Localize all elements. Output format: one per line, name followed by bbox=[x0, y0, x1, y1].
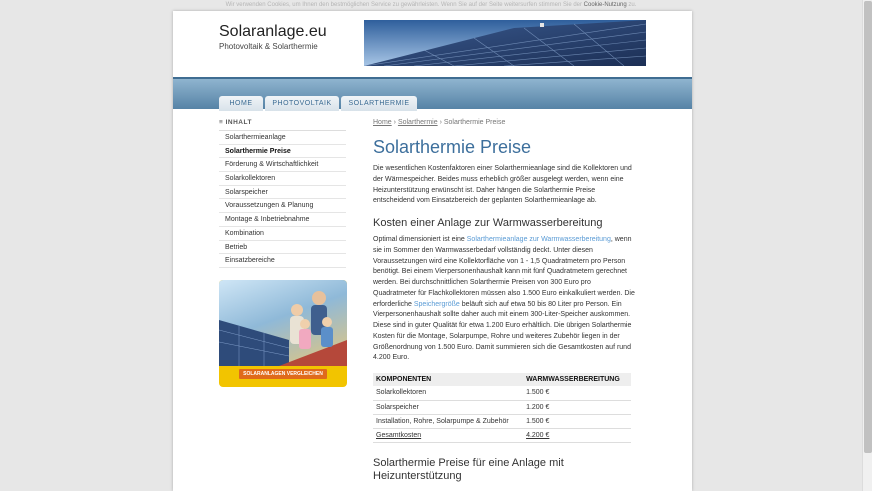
site-title[interactable]: Solaranlage.eu bbox=[219, 23, 327, 40]
breadcrumb-solarthermie[interactable]: Solarthermie bbox=[397, 119, 438, 126]
scrollbar[interactable] bbox=[862, 0, 872, 491]
warmwasser-paragraph bbox=[373, 235, 635, 364]
breadcrumb-current: Solarthermie Preise bbox=[443, 119, 506, 126]
breadcrumb-home[interactable]: Home bbox=[373, 119, 392, 126]
cookie-suffix: zu. bbox=[628, 2, 637, 8]
sidebar-item-betrieb[interactable]: Betrieb bbox=[219, 241, 346, 255]
sidebar-item-solarthermieanlage[interactable]: Solarthermieanlage bbox=[219, 131, 346, 145]
sidebar-item-solarspeicher[interactable]: Solarspeicher bbox=[219, 186, 346, 200]
sidebar-heading bbox=[219, 119, 346, 131]
table-row bbox=[373, 386, 631, 400]
intro-paragraph: Die wesentlichen Kostenfaktoren einer Solarthermieanlage sind die Kollektoren und der Wärmespeicher. Beides muss erheblich größer ausgelegt werden, wenn eine Heizunterstützung erwünscht ist. Daher hängen die Solarthermie Preise entscheidend vom Einsatzbereich der geplanten Solarthermieanlage ab. bbox=[373, 165, 632, 205]
table-header-row bbox=[373, 373, 631, 386]
section-heading-warmwasser: Kosten einer Anlage zur Warmwasserbereitung bbox=[373, 217, 603, 229]
paragraph-text: Optimal dimensioniert ist eine bbox=[373, 236, 467, 243]
cookie-notice bbox=[0, 0, 862, 11]
link-speichergroesse[interactable]: Speichergröße bbox=[413, 300, 460, 308]
scrollbar-thumb[interactable] bbox=[864, 1, 872, 453]
sidebar-item-montage[interactable]: Montage & Inbetriebnahme bbox=[219, 213, 346, 227]
link-solarthermieanlage-warmwasser[interactable]: Solarthermieanlage zur Warmwasserbereitung bbox=[466, 236, 611, 243]
page-title: Solarthermie Preise bbox=[373, 137, 532, 157]
family-solar-image bbox=[219, 280, 347, 366]
tab-home[interactable]: HOME bbox=[219, 96, 263, 111]
sidebar bbox=[219, 119, 346, 268]
main-navigation bbox=[173, 77, 692, 109]
header-banner-image bbox=[364, 20, 646, 66]
main-content bbox=[373, 119, 635, 489]
column-header-warmwasser: WARMWASSERBEREITUNG bbox=[523, 373, 631, 386]
sidebar-item-foerderung[interactable]: Förderung & Wirtschaftlichkeit bbox=[219, 158, 346, 172]
header bbox=[173, 11, 692, 77]
breadcrumb bbox=[373, 119, 635, 130]
sidebar-item-solarthermie-preise[interactable]: Solarthermie Preise bbox=[219, 145, 346, 159]
compare-solar-button[interactable]: SOLARANLAGEN VERGLEICHEN bbox=[239, 369, 327, 379]
paragraph-text: beläuft sich auf etwa 50 bis 80 Liter pro Person. Ein Vierpersonenhaushalt sollte daher auch mit einem 300-Liter-Speicher auskommen. Diese sind in guter Qualität für etwa 1.200 Euro erhältlich. Die übrigen Solarthermie Kosten für die Montage, Solarpumpe, Rohre und weiteres Zubehör liegen in der Größenordnung von 1.500 Euro. Damit summieren sich die Gesamtkosten auf rund 4.200 Euro. bbox=[373, 300, 632, 362]
table-cell: 1.200 € bbox=[523, 400, 631, 414]
sidebar-item-einsatzbereiche[interactable]: Einsatzbereiche bbox=[219, 254, 346, 268]
table-row bbox=[373, 414, 631, 428]
section-heading-heizung: Solarthermie Preise für eine Anlage mit Heizunterstützung bbox=[373, 456, 564, 482]
site-subtitle: Photovoltaik & Solarthermie bbox=[219, 42, 318, 51]
cookie-text: Wir verwenden Cookies, um Ihnen den bestmöglichen Service zu gewährleisten. Wenn Sie auf der Seite weitersurfen stimmen Sie der bbox=[225, 2, 582, 8]
table-total-row bbox=[373, 428, 631, 442]
tab-solarthermie[interactable]: SOLARTHERMIE bbox=[341, 96, 417, 111]
sidebar-item-kombination[interactable]: Kombination bbox=[219, 227, 346, 241]
breadcrumb-separator: › bbox=[439, 119, 442, 126]
table-cell: 1.500 € bbox=[523, 386, 631, 400]
paragraph-text: , wenn sie im Sommer den Warmwasserbedarf vollständig deckt. Unter diesen Voraussetzungen wird eine Kollektorfläche von 1 - 1,5 Quadratmetern pro Person benötigt. Bei einem Vierpersonenhaushalt kann mit fünf Quadratmetern gerechnet werden. Bei durchschnittlichen Solarthermie Preisen von 300 Euro pro Quadratmeter für Flachkollektoren müssen also 1.500 Euro einkalkuliert werden. Die erforderliche bbox=[373, 236, 635, 308]
table-cell: Solarspeicher bbox=[373, 400, 523, 414]
promo-banner[interactable] bbox=[219, 280, 347, 387]
breadcrumb-separator: › bbox=[393, 119, 396, 126]
sidebar-item-voraussetzungen[interactable]: Voraussetzungen & Planung bbox=[219, 199, 346, 213]
menu-icon: ≡ bbox=[219, 119, 224, 126]
page bbox=[173, 11, 692, 491]
table-cell: 1.500 € bbox=[523, 414, 631, 428]
sidebar-item-solarkollektoren[interactable]: Solarkollektoren bbox=[219, 172, 346, 186]
column-header-komponenten: KOMPONENTEN bbox=[373, 373, 523, 386]
tab-photovoltaik[interactable]: PHOTOVOLTAIK bbox=[265, 96, 339, 111]
sidebar-heading-label: INHALT bbox=[225, 119, 252, 126]
table-cell: Solarkollektoren bbox=[373, 386, 523, 400]
table-row bbox=[373, 400, 631, 414]
total-value: 4.200 € bbox=[523, 428, 631, 442]
table-cell: Installation, Rohre, Solarpumpe & Zubehör bbox=[373, 414, 523, 428]
cost-table bbox=[373, 373, 631, 443]
cookie-link[interactable]: Cookie-Nutzung bbox=[583, 2, 627, 8]
total-label: Gesamtkosten bbox=[373, 428, 523, 442]
